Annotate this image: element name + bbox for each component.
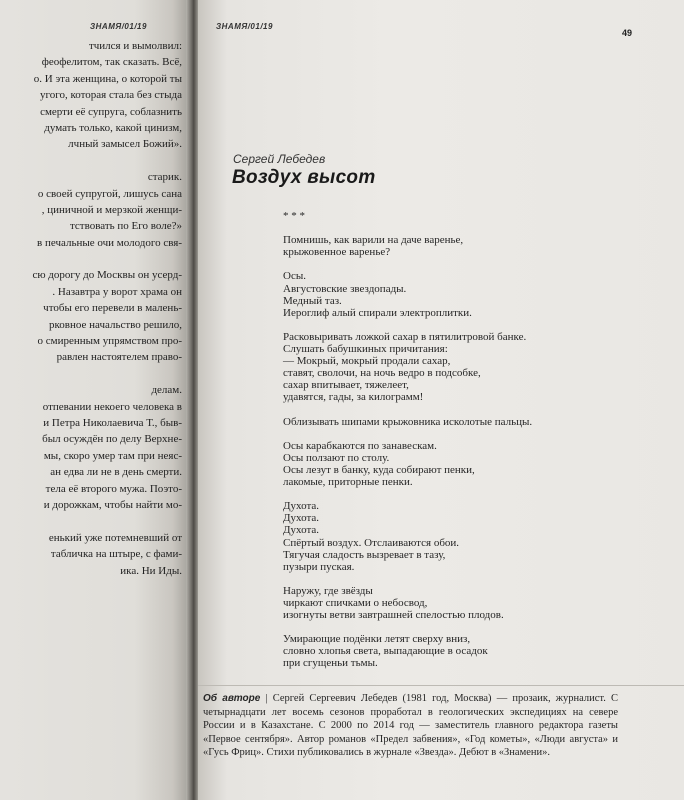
poem-line: пузыри пуская. <box>283 560 355 573</box>
poem-line: чиркают спичками о небосвод, <box>283 597 428 609</box>
poem-line: Иероглиф алый спирали электроплитки. <box>283 306 472 319</box>
left-page-line: чтобы его перевели в малень- <box>43 302 182 315</box>
poem-line: Духота. <box>283 512 320 525</box>
left-page-line <box>0 366 182 382</box>
left-page-text <box>0 38 182 579</box>
poem-line: Осы карабкаются по занавескам. <box>283 439 437 452</box>
left-page <box>0 0 192 800</box>
left-page-line: тчился и вымолвил: <box>88 40 182 52</box>
poem-line: Осы ползают по столу. <box>283 451 390 464</box>
left-page-line: думать только, какой цинизм, <box>44 121 182 134</box>
left-page-line: равлен настоятелем право- <box>56 351 182 364</box>
left-page-line: тела её второго мужа. Поэто- <box>45 482 182 495</box>
left-page-line <box>0 513 182 529</box>
left-page-line: . Назавтра у ворот храма он <box>52 285 182 298</box>
poem-title: Воздух высот <box>232 167 376 188</box>
left-page-line: рковное начальство решило, <box>48 318 182 331</box>
about-separator: | <box>260 693 273 704</box>
left-page-line: мы, скоро умер там при неяс- <box>43 449 182 462</box>
left-page-line: делам. <box>151 384 182 397</box>
poem-stanza <box>283 440 643 488</box>
poem-line: изогнуты ветви завтрашней спелостью плодов. <box>283 609 504 622</box>
poem-line: Слушать бабушкиных причитания: <box>283 343 448 356</box>
poem-stanza <box>283 416 643 428</box>
poem-line: Наружу, где звёзды <box>283 584 373 597</box>
left-page-line: о. И эта женщина, о которой ты <box>33 72 182 85</box>
left-page-header: ЗНАМЯ/01/19 <box>90 22 147 31</box>
about-label: Об авторе <box>203 693 261 704</box>
left-page-line: ан едва ли не в день смерти. <box>50 466 182 479</box>
left-page-line: и Петра Николаевича Т., быв- <box>43 416 182 429</box>
left-page-line: был осуждён по делу Верхне- <box>42 433 182 446</box>
left-page-line: старик. <box>147 171 182 184</box>
left-page-line: и дорожкам, чтобы найти мо- <box>43 498 182 511</box>
poem-line: словно хлопья света, выпадающие в осадок <box>283 645 488 658</box>
right-page-header: ЗНАМЯ/01/19 <box>216 22 273 31</box>
left-page-line <box>0 251 182 267</box>
poem-line: * * * <box>283 210 305 222</box>
poem-line: — Мокрый, мокрый продали сахар, <box>283 355 451 368</box>
poem-line: Августовские звездопады. <box>283 282 407 295</box>
poem-line: Осы лезут в банку, куда собирают пенки, <box>283 463 475 476</box>
right-page <box>198 0 684 800</box>
left-page-line: лчный замысел Божий». <box>68 138 182 151</box>
left-page-line: , циничной и мерзкой женщи- <box>41 203 182 216</box>
left-page-line: ика. Ни Иды. <box>120 564 182 577</box>
left-page-line: в печальные очи молодого свя- <box>37 236 182 249</box>
poem-line: Помнишь, как варили на даче варенье, <box>283 234 464 247</box>
poem-line: лакомые, приторные пенки. <box>283 476 413 489</box>
page-number: 49 <box>621 28 632 38</box>
poem-line: удавятся, гады, за килограмм! <box>283 391 424 404</box>
poem-line: при сгущеньи тьмы. <box>283 657 378 670</box>
poem-stanza <box>283 500 643 573</box>
left-page-line: о своей супругой, лишусь сана <box>37 187 182 200</box>
poem-line: Тягучая сладость вызревает в тазу, <box>283 548 446 561</box>
poem-stanza <box>283 331 643 404</box>
poem-line: ставят, сволочи, на ночь ведро в подсобке, <box>283 367 481 380</box>
poem-stanza <box>283 633 643 669</box>
poem-line: Умирающие подёнки летят сверху вниз, <box>283 633 471 646</box>
poem-line: крыжовенное варенье? <box>283 246 391 259</box>
poem-body <box>283 210 643 682</box>
poem-stanza <box>283 585 643 621</box>
left-page-line: феофелитом, так сказать. Всё, <box>41 56 182 69</box>
poem-line: Духота. <box>283 524 320 537</box>
left-page-line: угого, которая стала без стыда <box>39 89 182 102</box>
poem-stanza <box>283 270 643 318</box>
poem-line: Медный таз. <box>283 294 342 307</box>
poem-line: сахар впитывает, тяжелеет, <box>283 379 409 392</box>
about-divider <box>198 685 684 686</box>
poem-line: Спёртый воздух. Отслаиваются обои. <box>283 536 460 549</box>
poem-stanza <box>283 234 643 258</box>
author-name: Сергей Лебедев <box>233 152 326 166</box>
left-page-line: смерти её супруга, соблазнить <box>40 105 182 118</box>
poem-line: Духота. <box>283 500 320 513</box>
poem-line: Осы. <box>283 270 306 283</box>
left-page-line <box>0 153 182 169</box>
left-page-line: тствовать по Его воле?» <box>69 220 182 233</box>
about-author <box>203 692 618 760</box>
about-text: Сергей Сергеевич Лебедев (1981 год, Москва) — прозаик, журналист. С четырнадцати лет восемь сезонов проработал в геологических экспедициях на севере России и в Казахстане. С 2000 по 2014 год — заместитель главного редактора газеты «Первое сентября». Автор романов «Предел забвения», «Год кометы», «Люди августа» и «Гусь Фриц». Стихи публиковались в журнале «Звезда». Дебют в «Знамени». <box>203 693 619 759</box>
left-page-line: о смиренным упрямством про- <box>37 335 182 348</box>
left-page-line: табличка на штыре, с фами- <box>50 548 182 561</box>
poem-line: Облизывать шипами крыжовника исколотые пальцы. <box>283 415 533 428</box>
poem-line: Расковыривать ложкой сахар в пятилитровой банке. <box>283 330 527 343</box>
poem-stanza <box>283 210 643 222</box>
left-page-line: отпевании некоего человека в <box>42 400 182 413</box>
left-page-line: енький уже потемневший от <box>48 531 182 544</box>
left-page-line: сю дорогу до Москвы он усерд- <box>32 269 182 282</box>
